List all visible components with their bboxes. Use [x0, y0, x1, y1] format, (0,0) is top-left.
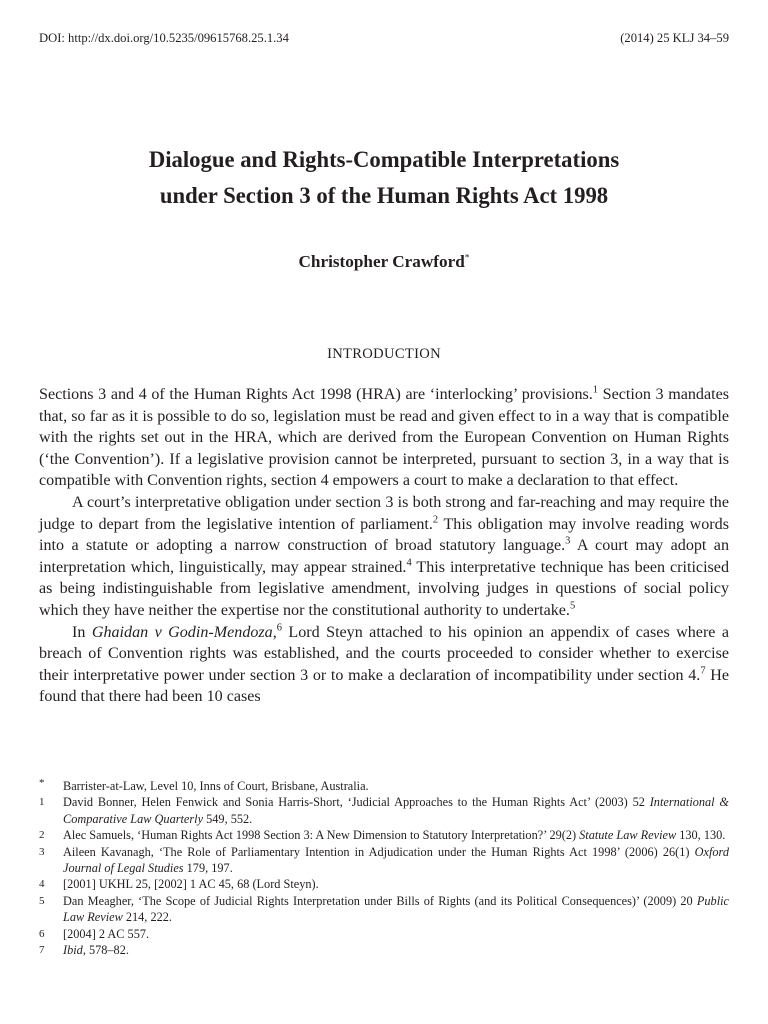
footnote-4: [39, 876, 729, 892]
footnote-text: Dan Meagher, ‘The Scope of Judicial Rights Interpretation under Bills of Rights (and its Political Consequences)’ (2009) 20: [63, 893, 697, 908]
paragraph-2: [39, 492, 729, 622]
footnote-3: [39, 844, 729, 877]
footnote-ref[interactable]: 4: [406, 557, 412, 569]
footnote-mark: 1: [39, 796, 45, 809]
footnote-text: 130, 130.: [676, 828, 726, 843]
title-line-2: under Section 3 of the Human Rights Act 1998: [159, 183, 609, 208]
paragraph-text: ,: [272, 623, 277, 641]
footnote-text: [2001] UKHL 25, [2002] 1 AC 45, 68 (Lord Steyn).: [63, 877, 319, 892]
footnotes: [39, 778, 729, 958]
paragraph-text: A court’s interpretative obligation under section 3 is both strong and far-reaching and may require the judge to depart from the legislative intention of parliament.: [39, 493, 729, 533]
paragraph-1: [39, 384, 729, 492]
footnote-mark: 7: [39, 944, 45, 957]
footnote-ref[interactable]: 3: [565, 535, 571, 547]
paragraph-text: In: [72, 623, 92, 641]
author-byline: [0, 251, 768, 273]
footnote-text: Barrister-at-Law, Level 10, Inns of Court, Brisbane, Australia.: [63, 779, 369, 793]
paragraph-text: This obligation may involve reading words into a statute or adopting a narrow construction of broad statutory language.: [39, 515, 729, 555]
journal-name: Oxford Journal of Legal Studies: [63, 844, 729, 876]
footnote-mark: 6: [39, 927, 45, 940]
footnote-text: Alec Samuels, ‘Human Rights Act 1998 Section 3: A New Dimension to Statutory Interpretation?’ 29(2): [63, 828, 580, 843]
footnote-7: [39, 942, 729, 958]
footnote-text: , 578–82.: [82, 943, 129, 958]
paragraph-text: A court may adopt an interpretation which, linguistically, may appear strained.: [39, 537, 729, 576]
article-title: [0, 142, 768, 214]
doi-link[interactable]: DOI: http://dx.doi.org/10.5235/09615768.25.1.34: [39, 31, 289, 45]
footnote-ref[interactable]: 5: [569, 600, 576, 612]
author-footnote-mark: *: [464, 253, 470, 264]
journal-name: International & Comparative Law Quarterly: [63, 795, 729, 826]
footnote-ref[interactable]: 1: [592, 384, 599, 396]
footnote-text: 179, 197.: [183, 861, 233, 876]
paragraph-text: Section 3 mandates that, so far as it is possible to do so, legislation must be read and given effect to in a way that is compatible with the rights set out in the HRA, which are derived from the European Convention on Human Rights (‘the Convention’). If a legislative provision cannot be interpreted, pursuant to section 3, in a way that is compatible with Convention rights, section 4 empowers a court to make a declaration to that effect.: [39, 386, 729, 490]
footnote-5: [39, 893, 729, 926]
footnote-ref[interactable]: 6: [276, 622, 282, 634]
title-line-1: Dialogue and Rights-Compatible Interpretations: [148, 147, 620, 172]
paragraph-text: Sections 3 and 4 of the Human Rights Act 1998 (HRA) are ‘interlocking’ provisions.: [39, 386, 593, 403]
footnote-6: [39, 926, 729, 942]
ibid: Ibid: [63, 943, 83, 958]
footnote-2: [39, 827, 729, 843]
footnote-ref[interactable]: 7: [700, 665, 706, 677]
journal-name: Statute Law Review: [579, 828, 677, 843]
author-name: Christopher Crawford: [298, 252, 465, 271]
footnote-mark: 5: [39, 894, 45, 907]
footnote-ref[interactable]: 2: [432, 514, 439, 526]
footnote-mark: 3: [39, 845, 45, 858]
footnote-star: [39, 778, 729, 794]
paragraph-text: Lord Steyn attached to his opinion an appendix of cases where a breach of Convention rights was established, and the courts proceeded to consider whether to exercise their interpretative power under section 3 or to make a declaration of incompatibility under section 4.: [39, 623, 729, 684]
section-heading: INTRODUCTION: [327, 346, 441, 362]
footnote-text: Aileen Kavanagh, ‘The Role of Parliamentary Intention in Adjudication under the Human Rights Act 1998’ (2006) 26(1): [63, 844, 695, 859]
footnote-mark: 2: [39, 829, 45, 842]
paragraph-3: [39, 622, 729, 708]
journal-name: Public Law Review: [63, 893, 729, 925]
paragraph-text: He found that there had been 10 cases: [39, 666, 730, 706]
footnote-1: [39, 794, 729, 827]
case-name: Ghaidan v Godin-Mendoza: [91, 623, 273, 641]
body-text: [39, 384, 729, 708]
journal-citation: (2014) 25 KLJ 34–59: [620, 31, 729, 45]
footnote-text: 549, 552.: [203, 811, 253, 826]
footnote-mark: *: [39, 777, 45, 789]
paragraph-text: This interpretative technique has been criticised as being indistinguishable from legislative amendment, involving judges in questions of social policy which they have neither the expertise nor the constitutional authority to undertake.: [39, 558, 729, 619]
footnote-text: [2004] 2 AC 557.: [63, 926, 150, 941]
footnote-text: 214, 222.: [122, 910, 172, 925]
footnote-mark: 4: [39, 878, 45, 891]
footnote-text: David Bonner, Helen Fenwick and Sonia Harris-Short, ‘Judicial Approaches to the Human Rights Act’ (2003) 52: [63, 795, 650, 810]
